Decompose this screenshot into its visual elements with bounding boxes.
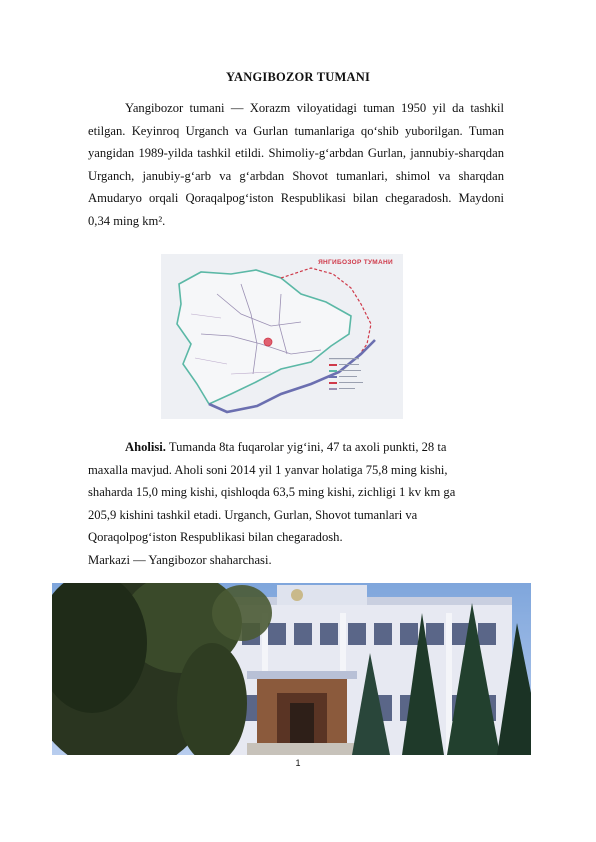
population-line-3: shaharda 15,0 ming kishi, qishloqda 63,5 ming kishi, zichligi 1 kv km ga	[88, 485, 456, 500]
document-title: YANGIBOZOR TUMANI	[225, 70, 371, 84]
center-line: Markazi — Yangibozor shaharchasi.	[88, 552, 272, 567]
page-number: 1	[295, 758, 301, 768]
population-text-1: Tumanda 8ta fuqarolar yig‘ini, 47 ta axoli punkti, 28 ta	[165, 440, 447, 454]
population-heading: Aholisi.	[125, 440, 166, 454]
population-line-5: Qoraqolpog‘iston Respublikasi bilan chegaradosh.	[88, 530, 343, 545]
population-line-4: 205,9 kishini tashkil etadi. Urganch, Gurlan, Shovot tumanlari va	[88, 507, 418, 522]
center-building-photo	[52, 583, 531, 755]
population-line-2: maxalla mavjud. Aholi soni 2014 yil 1 yanvar holatiga 75,8 ming kishi,	[88, 462, 448, 477]
population-paragraph	[88, 436, 510, 572]
intro-paragraph: Yangibozor tumani — Xorazm viloyatidagi tuman 1950 yil da tashkil etilgan. Keyinroq Urganch va Gurlan tumanlariga qo‘shib yuborilgan. Tuman yangidan 1989-yilda tashkil etildi. Shimoliy-g‘arbdan Gurlan, jannubiy-sharqdan Urganch, janubiy-g‘arb va g‘arbdan Shovot tumanlari, shimol va sharqdan Amudaryo orqali Qoraqalpog‘iston Respublikasi bilan chegaradosh. Maydoni 0,34 ming km².	[88, 101, 504, 228]
map-title: ЯНГИБОЗОР ТУМАНИ	[318, 259, 393, 266]
district-map-graphic	[161, 254, 403, 419]
district-map	[161, 254, 403, 419]
population-line-1	[88, 436, 510, 459]
building-photo-graphic	[52, 583, 531, 755]
